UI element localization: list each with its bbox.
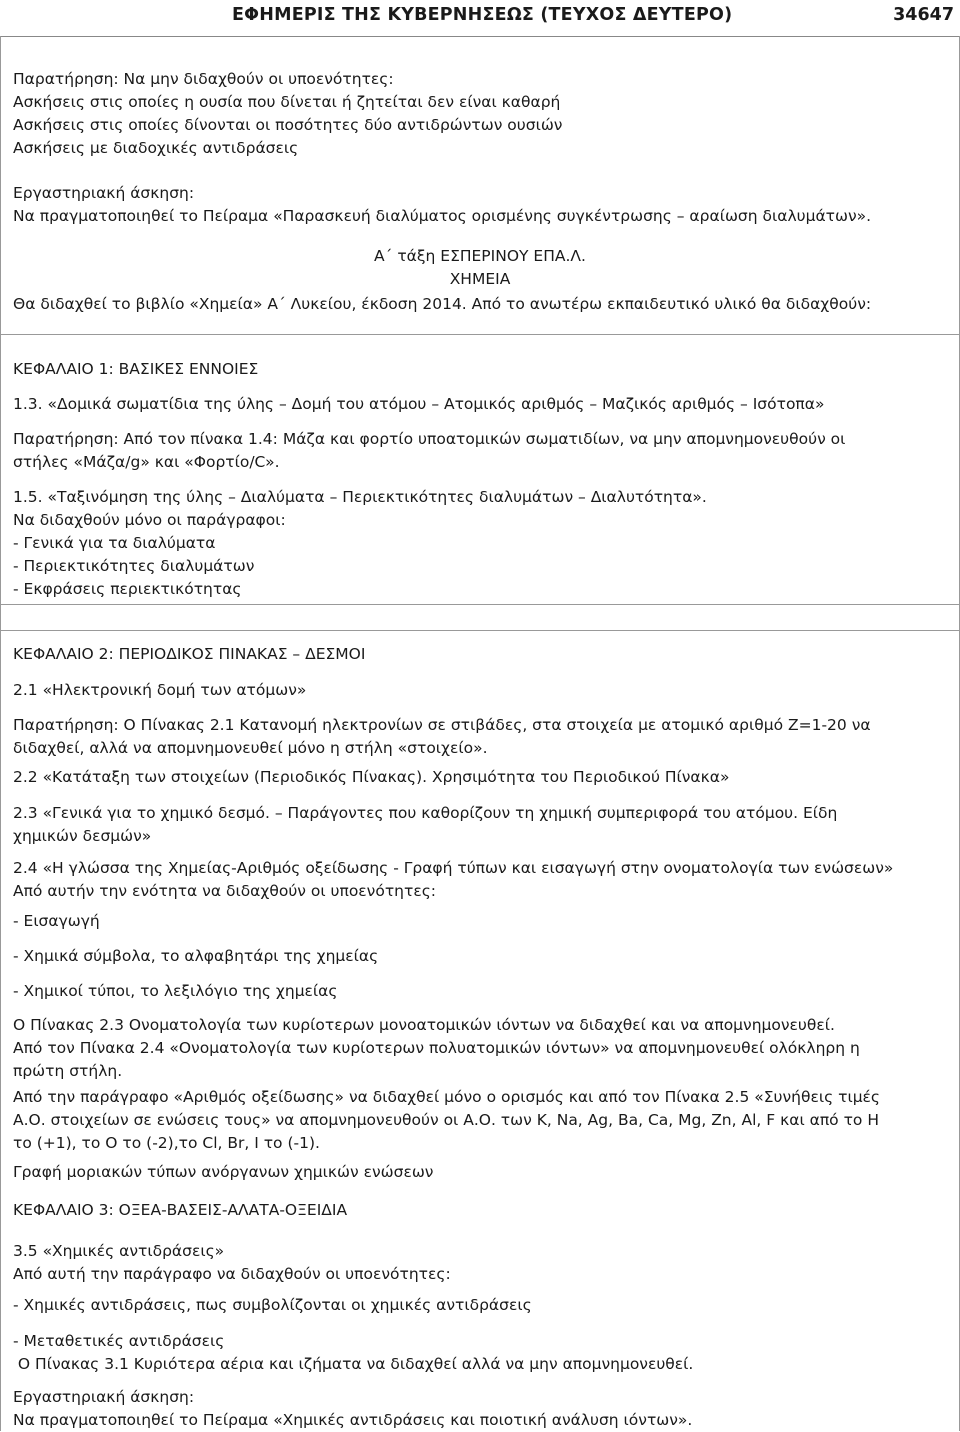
list-item: - Περιεκτικότητες διαλυμάτων (13, 557, 255, 575)
divider (1, 334, 959, 335)
section-2-4 (13, 857, 947, 903)
section-intro: Από αυτή την παράγραφο να διδαχθούν οι υποενότητες: (13, 1265, 451, 1283)
formulas (13, 1161, 947, 1184)
section-2-4-item (13, 910, 947, 933)
table-note: Ο Πίνακας 2.3 Ονοματολογία των κυρίοτερων μονοατομικών ιόντων να διδαχθεί και να απομνημονευθεί. (13, 1016, 835, 1034)
section-title: 1.5. «Ταξινόμηση της ύλης – Διαλύματα – Περιεκτικότητες διαλυμάτων – Διαλυτότητα». (13, 488, 707, 506)
divider (1, 630, 959, 631)
note-line: Παρατήρηση: Ο Πίνακας 2.1 Κατανομή ηλεκτρονίων σε στιβάδες, στα στοιχεία με ατομικό αριθμό Z=1-20 να (13, 716, 871, 734)
chapter3-lab (13, 1386, 947, 1432)
table-note: Από τον Πίνακα 2.4 «Ονοματολογία των κυρίοτερων πολυατομικών ιόντων» να απομνημονευθεί ολόκληρη η (13, 1039, 860, 1057)
note-line: Από την παράγραφο «Αριθμός οξείδωσης» να διδαχθεί μόνο ο ορισμός και από τον Πίνακα 2.5 «Συνήθεις τιμές (13, 1088, 881, 1106)
section-2-3 (13, 802, 947, 848)
section-title: 2.2 «Κατάταξη των στοιχείων (Περιοδικός Πίνακας). Χρησιμότητα του Περιοδικού Πίνακα» (13, 768, 730, 786)
section-1-3 (13, 393, 947, 416)
page-header (0, 0, 960, 37)
page-number: 34647 (893, 5, 954, 25)
list-item: - Χημικές αντιδράσεις, πως συμβολίζονται οι χημικές αντιδράσεις (13, 1296, 532, 1314)
list-item: Ασκήσεις στις οποίες δίνονται οι ποσότητες δύο αντιδρώντων ουσιών (13, 116, 563, 134)
gazette-title: ΕΦΗΜΕΡΙΣ ΤΗΣ ΚΥΒΕΡΝΗΣΕΩΣ (ΤΕΥΧΟΣ ΔΕΥΤΕΡΟ) (232, 5, 733, 25)
list-item: - Εκφράσεις περιεκτικότητας (13, 580, 242, 598)
formulas-line: Γραφή μοριακών τύπων ανόργανων χημικών ενώσεων (13, 1163, 434, 1181)
note-line: Α.Ο. στοιχείων σε ενώσεις τους» να απομνημονευθούν οι Α.Ο. των K, Na, Ag, Ba, Ca, Mg, Zn, Al, F και από το H (13, 1111, 879, 1129)
chapter2-title (13, 643, 947, 666)
note-title: Παρατήρηση: Να μην διδαχθούν οι υποενότητες: (13, 70, 394, 88)
section-title: 2.1 «Ηλεκτρονική δομή των ατόμων» (13, 681, 307, 699)
chapter-title: ΚΕΦΑΛΑΙΟ 2: ΠΕΡΙΟΔΙΚΟΣ ΠΙΝΑΚΑΣ – ΔΕΣΜΟΙ (13, 645, 366, 663)
chapter-title: ΚΕΦΑΛΑΙΟ 1: ΒΑΣΙΚΕΣ ΕΝΝΟΙΕΣ (13, 360, 259, 378)
lab-text: Να πραγματοποιηθεί το Πείραμα «Χημικές αντιδράσεις και ποιοτική ανάλυση ιόντων». (13, 1411, 693, 1429)
section-title: 2.4 «Η γλώσσα της Χημείας-Αριθμός οξείδωσης - Γραφή τύπων και εισαγωγή στην ονοματολογία των ενώσεων» (13, 859, 894, 877)
lab-title: Εργαστηριακή άσκηση: (13, 184, 195, 202)
list-item: - Χημικά σύμβολα, το αλφαβητάρι της χημείας (13, 947, 379, 965)
section-2-1-note (13, 714, 947, 760)
section-1-5 (13, 486, 947, 601)
book-text (13, 293, 947, 316)
class-heading-line2: ΧΗΜΕΙΑ (449, 270, 511, 288)
class-heading-line1: Α΄ τάξη ΕΣΠΕΡΙΝΟΥ ΕΠΑ.Λ. (374, 247, 586, 265)
chapter1-title (13, 358, 947, 381)
lab-text: Να πραγματοποιηθεί το Πείραμα «Παρασκευή διαλύματος ορισμένης συγκέντρωσης – αραίωση διαλυμάτων». (13, 207, 872, 225)
section-intro: Από αυτήν την ενότητα να διδαχθούν οι υποενότητες: (13, 882, 437, 900)
table-note: Ο Πίνακας 3.1 Κυριότερα αέρια και ιζήματα να διδαχθεί αλλά να μην απομνημονευθεί. (13, 1355, 694, 1373)
lab-title: Εργαστηριακή άσκηση: (13, 1388, 195, 1406)
section-title: 2.3 «Γενικά για το χημικό δεσμό. – Παράγοντες που καθορίζουν τη χημική συμπεριφορά του ατόμου. Είδη (13, 804, 838, 822)
divider (1, 604, 959, 605)
note-line: διδαχθεί, αλλά να απομνημονευθεί μόνο η στήλη «στοιχείο». (13, 739, 488, 757)
section-2-2 (13, 766, 947, 789)
section-intro: Να διδαχθούν μόνο οι παράγραφοι: (13, 511, 286, 529)
list-item: Ασκήσεις στις οποίες η ουσία που δίνεται ή ζητείται δεν είναι καθαρή (13, 93, 561, 111)
table-notes (13, 1014, 947, 1083)
list-item: - Χημικοί τύποι, το λεξιλόγιο της χημείας (13, 982, 338, 1000)
page-content (0, 36, 960, 1431)
note-line: Παρατήρηση: Από τον πίνακα 1.4: Μάζα και φορτίο υποατομικών σωματιδίων, να μην απομνημονευθούν οι (13, 430, 846, 448)
book-text-line: Θα διδαχθεί το βιβλίο «Χημεία» Α΄ Λυκείου, έκδοση 2014. Από το ανωτέρω εκπαιδευτικό υλικό θα διδαχθούν: (13, 295, 872, 313)
oxidation-note (13, 1086, 947, 1155)
list-item: - Μεταθετικές αντιδράσεις (13, 1332, 225, 1350)
section-3-5-item (13, 1330, 947, 1376)
list-item: - Εισαγωγή (13, 912, 100, 930)
section-3-5-item (13, 1294, 947, 1317)
list-item: Ασκήσεις με διαδοχικές αντιδράσεις (13, 139, 299, 157)
section-title: 3.5 «Χημικές αντιδράσεις» (13, 1242, 225, 1260)
section-2-4-item (13, 945, 947, 968)
chapter-title: ΚΕΦΑΛΑΙΟ 3: ΟΞΕΑ-ΒΑΣΕΙΣ-ΑΛΑΤΑ-ΟΞΕΙΔΙΑ (13, 1201, 348, 1219)
note-line: το (+1), το O το (-2),το Cl, Br, I το (-1). (13, 1134, 320, 1152)
intro-note (13, 68, 947, 160)
note-line: στήλες «Μάζα/g» και «Φορτίο/C». (13, 453, 280, 471)
section-2-4-item (13, 980, 947, 1003)
section-2-1 (13, 679, 947, 702)
section-1-3-note (13, 428, 947, 474)
chapter3-title (13, 1199, 947, 1222)
section-title: χημικών δεσμών» (13, 827, 152, 845)
table-note: πρώτη στήλη. (13, 1062, 123, 1080)
class-heading (13, 245, 947, 291)
list-item: - Γενικά για τα διαλύματα (13, 534, 216, 552)
section-3-5 (13, 1240, 947, 1286)
section-title: 1.3. «Δομικά σωματίδια της ύλης – Δομή του ατόμου – Ατομικός αριθμός – Μαζικός αριθμός – Ισότοπα» (13, 395, 825, 413)
intro-lab (13, 182, 947, 228)
